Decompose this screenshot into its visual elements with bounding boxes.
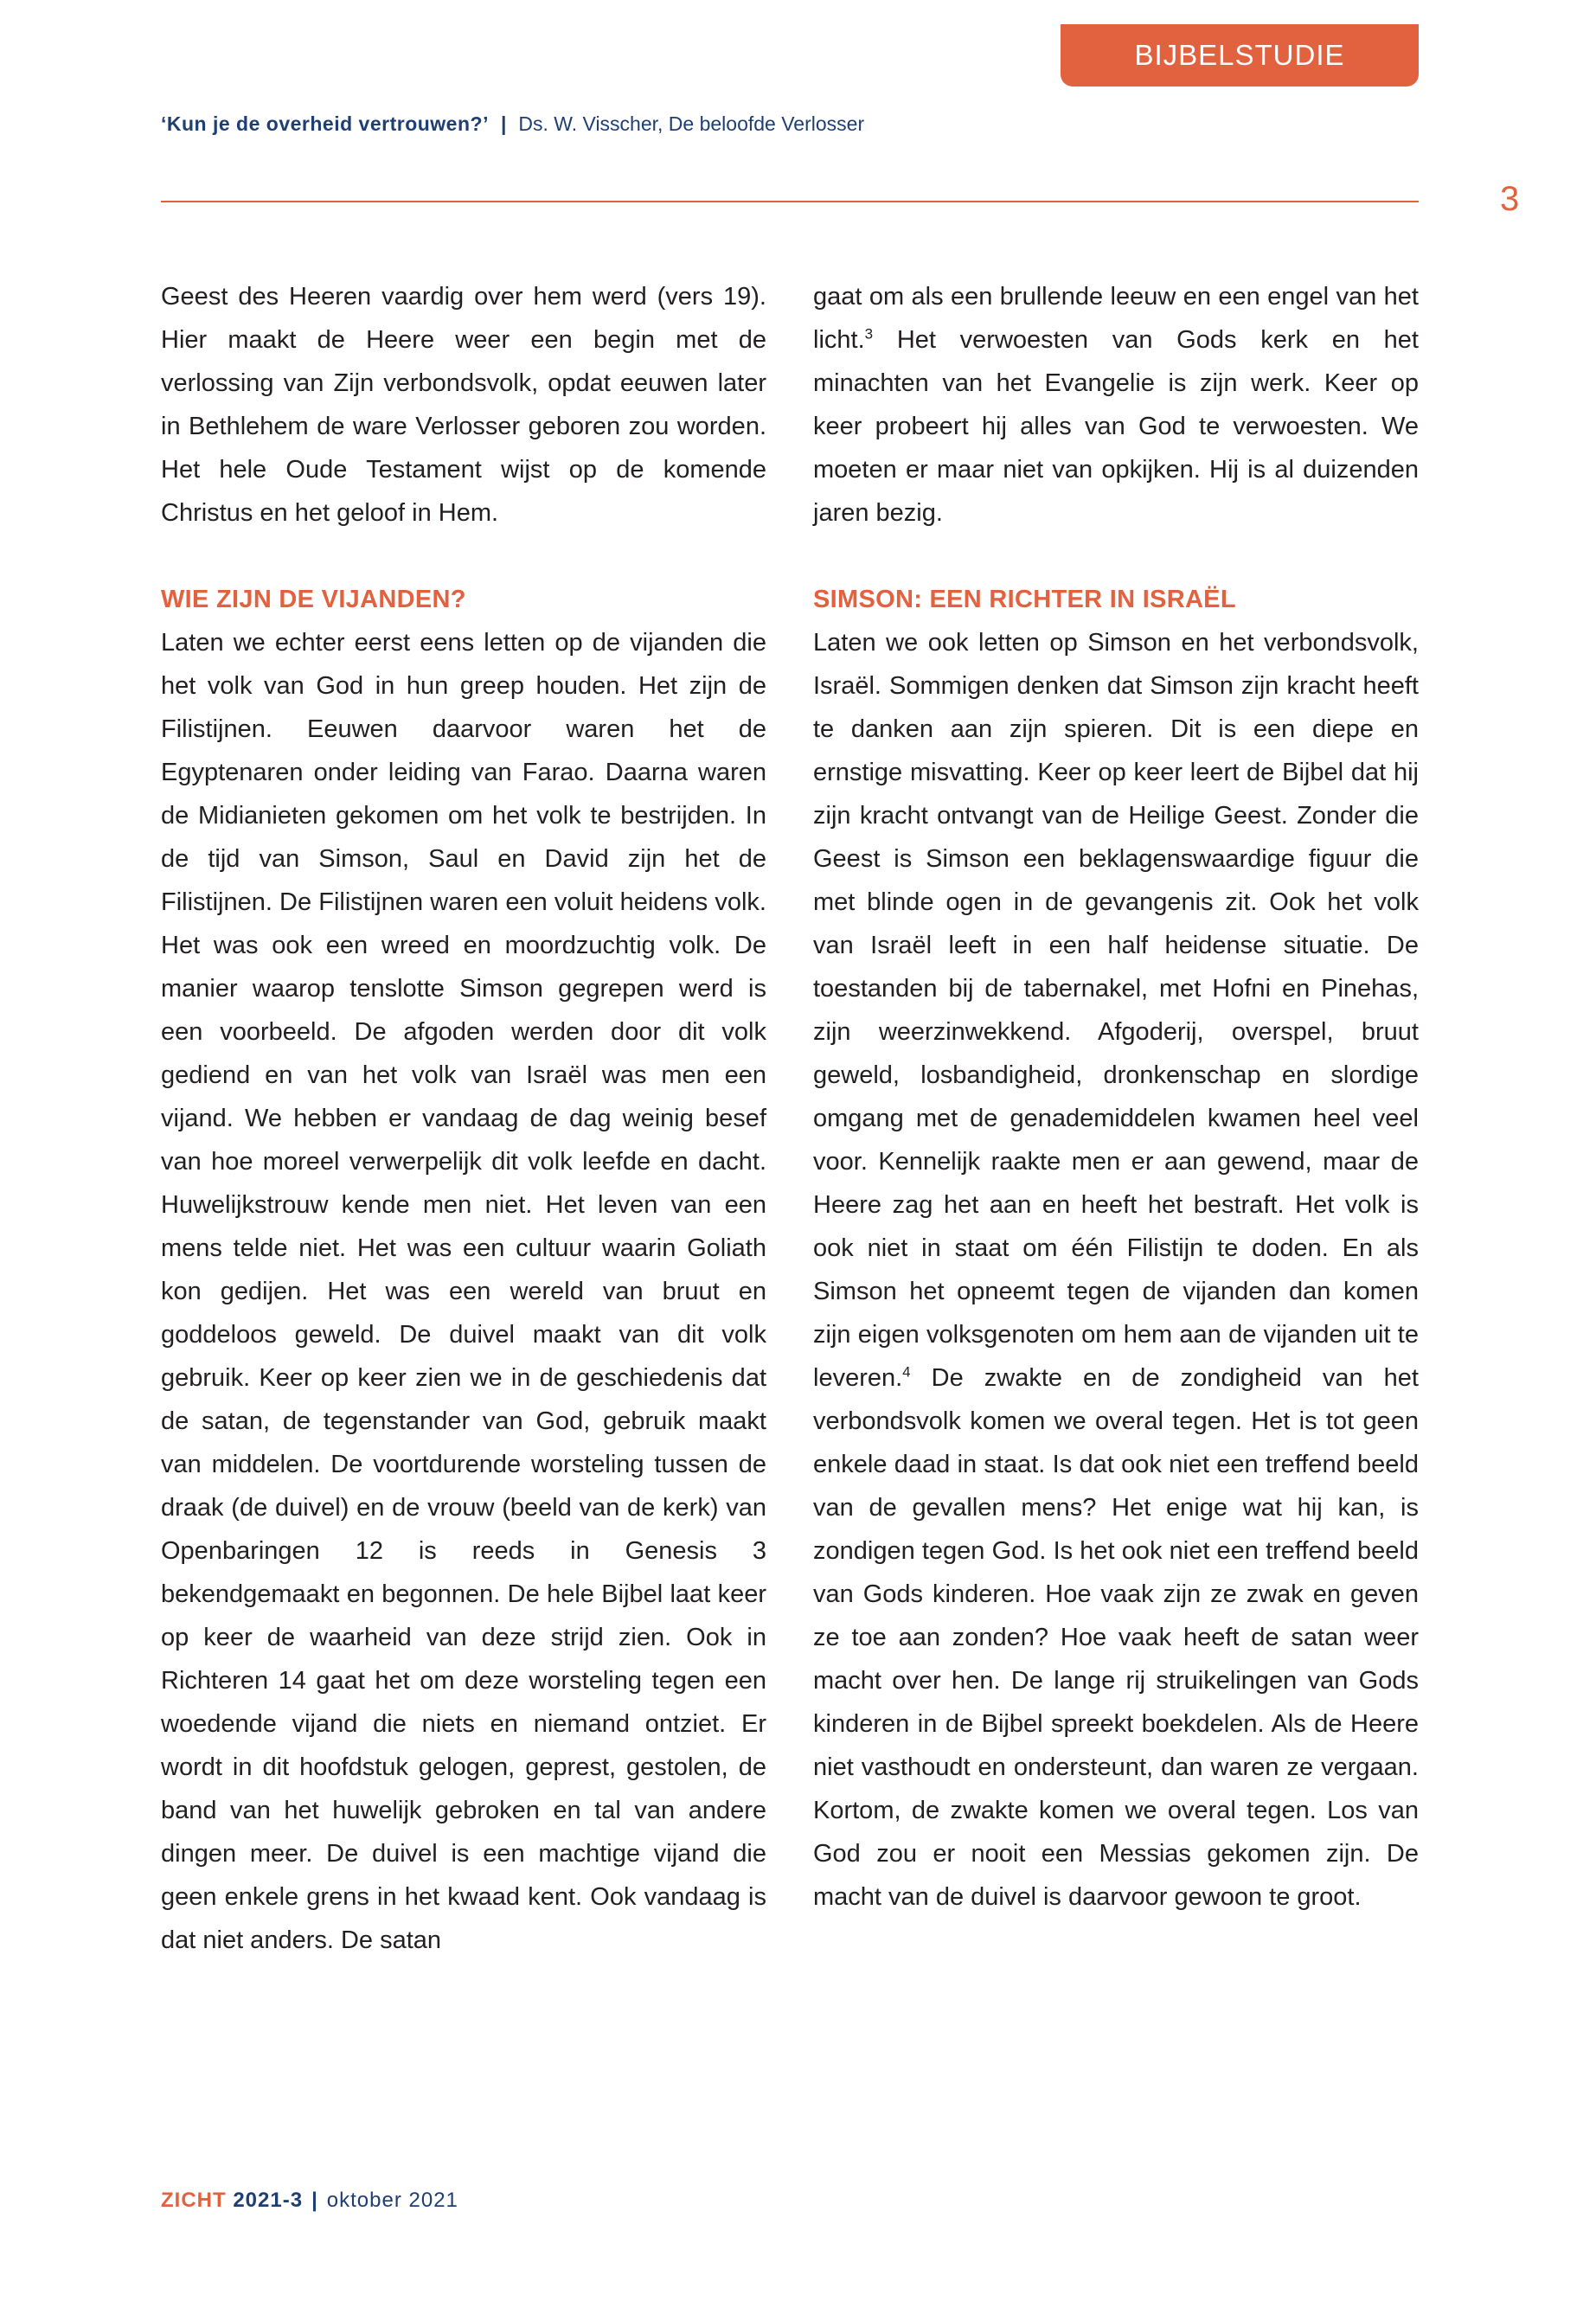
right-body-paragraph	[813, 621, 1419, 1919]
article-title: ‘Kun je de overheid vertrouwen?’	[161, 112, 489, 135]
right-intro-text-a: gaat om als een brullende leeuw en een engel van het licht.	[813, 283, 1419, 354]
running-head	[161, 112, 864, 136]
left-intro-paragraph: Geest des Heeren vaardig over hem werd (vers 19). Hier maakt de Heere weer een begin met de verlossing van Zijn verbondsvolk, opdat eeuwen later in Bethlehem de ware Verlosser geboren zou worden. Het hele Oude Testament wijst op de komende Christus en het geloof in Hem.	[161, 283, 766, 527]
right-body-text-b: De zwakte en de zondigheid van het verbondsvolk komen we overal tegen. Het is tot geen enkele daad in staat. Is dat ook niet een treffend beeld van de gevallen mens? Het enige wat hij kan, is zondigen tegen God. Is het ook niet een treffend beeld van Gods kinderen. Hoe vaak zijn ze zwak en geven ze toe aan zonden? Hoe vaak heeft de satan weer macht over hen. De lange rij struikelingen van Gods kinderen in de Bijbel spreekt boekdelen. Als de Heere niet vasthoudt en ondersteunt, dan waren ze vergaan. Kortom, de zwakte komen we overal tegen. Los van God zou er nooit een Messias gekomen zijn. De macht van de duivel is daarvoor gewoon te groot.	[813, 1364, 1419, 1911]
issue-number: 2021-3	[233, 2189, 304, 2212]
left-body-paragraph: Laten we echter eerst eens letten op de vijanden die het volk van God in hun greep houden. Het zijn de Filistijnen. Eeuwen daarvoor waren het de Egyptenaren onder leiding van Farao. Daarna waren de Midianieten gekomen om het volk te bestrijden. In de tijd van Simson, Saul en David zijn het de Filistijnen. De Filistijnen waren een voluit heidens volk. Het was ook een wreed en moordzuchtig volk. De manier waarop tenslotte Simson gegrepen werd is een voorbeeld. De afgoden werden door dit volk gediend en van het volk van Israël was men een vijand. We hebben er vandaag de dag weinig besef van hoe moreel verwerpelijk dit volk leefde en dacht. Huwelijkstrouw kende men niet. Het leven van een mens telde niet. Het was een cultuur waarin Goliath kon gedijen. Het was een wereld van bruut en goddeloos geweld. De duivel maakt van dit volk gebruik. Keer op keer zien we in de geschiedenis dat de satan, de tegenstander van God, gebruik maakt van middelen. De voortdurende worsteling tussen de draak (de duivel) en de vrouw (beeld van de kerk) van Openbaringen 12 is reeds in Genesis 3 bekendgemaakt en begonnen. De hele Bijbel laat keer op keer de waarheid van deze strijd zien. Ook in Richteren 14 gaat het om deze worsteling tegen een woedende vijand die niets en niemand ontziet. Er wordt in dit hoofdstuk gelogen, geprest, gestolen, de band van het huwelijk gebroken en tal van andere dingen meer. De duivel is een machtige vijand die geen enkele grens in het kwaad kent. Ook vandaag is dat niet anders. De satan	[161, 629, 766, 1954]
footnote-ref-3: 3	[864, 325, 874, 343]
author-source: Ds. W. Visscher, De beloofde Verlosser	[518, 112, 865, 135]
page-number: 3	[1500, 180, 1520, 218]
right-intro-text-b: Het verwoesten van Gods kerk en het minachten van het Evangelie is zijn werk. Keer op keer probeert hij alles van God te verwoesten. We moeten er maar niet van opkijken. Hij is al duizenden jaren bezig.	[813, 326, 1419, 527]
right-body-text-a: Laten we ook letten op Simson en het verbondsvolk, Israël. Sommigen denken dat Simson zijn kracht heeft te danken aan zijn spieren. Dit is een diepe en ernstige misvatting. Keer op keer leert de Bijbel dat hij zijn kracht ontvangt van de Heilige Geest. Zonder die Geest is Simson een beklagenswaardige figuur die met blinde ogen in de gevangenis zit. Ook het volk van Israël leeft in een half heidense situatie. De toestanden bij de tabernakel, met Hofni en Pinehas, zijn weerzinwekkend. Afgoderij, overspel, bruut geweld, losbandigheid, dronkenschap en slordige omgang met de genademiddelen kwamen heel veel voor. Kennelijk raakte men er aan gewend, maar de Heere zag het aan en heeft het bestraft. Het volk is ook niet in staat om één Filistijn te doden. En als Simson het opneemt tegen de vijanden dan komen zijn eigen volksgenoten om hem aan de vijanden uit te leveren.	[813, 629, 1419, 1392]
header-rule	[161, 201, 1419, 202]
page-footer	[161, 2189, 458, 2213]
header-separator: |	[500, 112, 507, 135]
magazine-brand: ZICHT	[161, 2189, 227, 2212]
paragraph-gap	[813, 535, 1419, 578]
left-column	[161, 275, 766, 1962]
footer-separator: |	[311, 2189, 318, 2212]
issue-date: oktober 2021	[326, 2189, 458, 2212]
right-intro-paragraph	[813, 275, 1419, 535]
section-tab: BIJBELSTUDIE	[1061, 24, 1419, 87]
section-heading-vijanden: WIE ZIJN DE VIJANDEN?	[161, 586, 466, 613]
footnote-ref-4: 4	[902, 1363, 911, 1381]
right-column	[813, 275, 1419, 1919]
paragraph-gap	[161, 535, 766, 578]
section-heading-simson: SIMSON: EEN RICHTER IN ISRAËL	[813, 586, 1236, 613]
